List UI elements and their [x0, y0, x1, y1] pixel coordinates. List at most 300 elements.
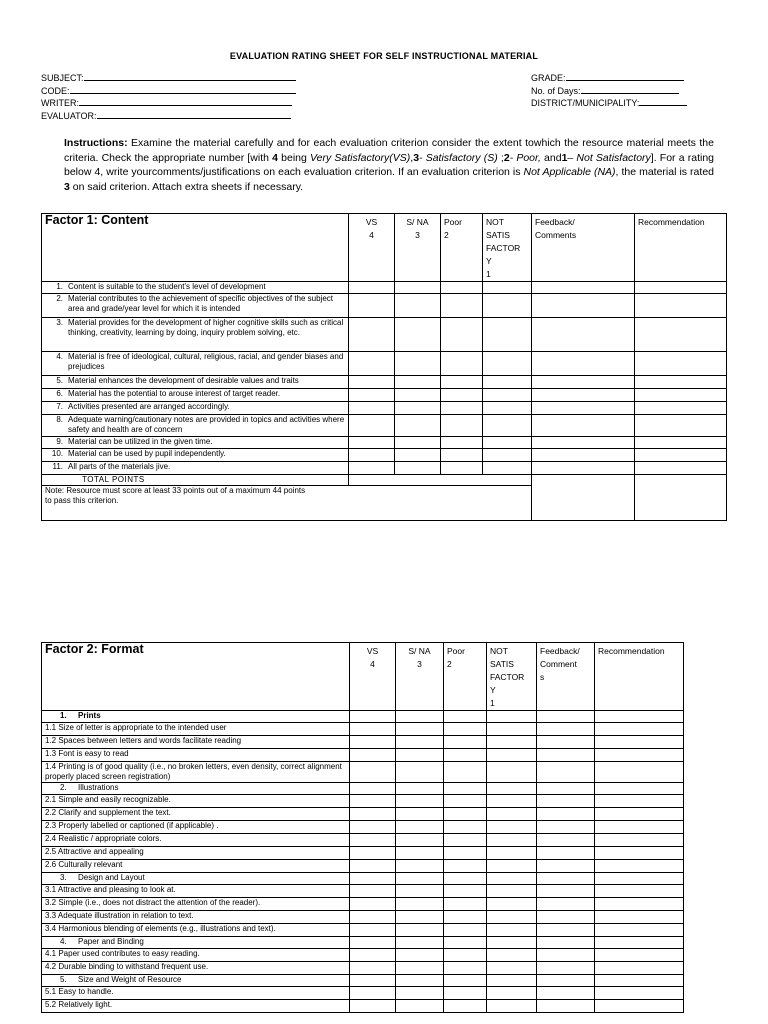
criterion-cell: [42, 376, 349, 389]
not-satisfactory-cell[interactable]: [487, 736, 537, 749]
section-row: [42, 937, 684, 949]
s-cell[interactable]: [396, 1000, 444, 1013]
recommendation-cell[interactable]: [595, 736, 684, 749]
criterion-cell: 2.3 Properly labelled or captioned (if applicable) .: [42, 821, 350, 834]
s-cell[interactable]: [395, 449, 441, 462]
recommendation-cell[interactable]: [635, 415, 727, 437]
poor-cell[interactable]: [444, 949, 487, 962]
criterion-number: 3.: [56, 318, 63, 327]
poor-cell[interactable]: [441, 437, 483, 449]
table-row: [42, 911, 684, 924]
vs-cell[interactable]: [349, 437, 395, 449]
not-satisfactory-cell[interactable]: [483, 352, 532, 376]
table-row: [42, 987, 684, 1000]
recommendation-cell[interactable]: [595, 987, 684, 1000]
poor-cell[interactable]: [444, 860, 487, 873]
s-cell[interactable]: [396, 749, 444, 762]
criterion-cell: [42, 389, 349, 402]
vs-cell[interactable]: [350, 885, 396, 898]
not-satisfactory-cell[interactable]: [487, 898, 537, 911]
not-satisfactory-cell[interactable]: [487, 834, 537, 847]
poor-cell[interactable]: [444, 834, 487, 847]
vs-cell[interactable]: [350, 736, 396, 749]
not-satisfactory-cell[interactable]: [487, 949, 537, 962]
s-cell[interactable]: [396, 834, 444, 847]
recommendation-cell[interactable]: [635, 294, 727, 318]
total-row: [42, 475, 727, 486]
not-satisfactory-cell[interactable]: [483, 389, 532, 402]
s-cell[interactable]: [395, 415, 441, 437]
vs-cell[interactable]: [349, 402, 395, 415]
not-satisfactory-cell[interactable]: [487, 885, 537, 898]
col-not-satisfactory-header: NOT SATIS FACTOR Y 1: [483, 214, 532, 282]
poor-cell[interactable]: [441, 318, 483, 352]
not-satisfactory-cell[interactable]: [483, 318, 532, 352]
recommendation-cell[interactable]: [595, 911, 684, 924]
poor-cell[interactable]: [441, 402, 483, 415]
section-heading: [42, 783, 350, 795]
not-satisfactory-cell[interactable]: [487, 808, 537, 821]
poor-cell[interactable]: [441, 352, 483, 376]
poor-cell[interactable]: [444, 783, 487, 795]
not-satisfactory-cell[interactable]: [483, 462, 532, 475]
vs-cell[interactable]: [350, 795, 396, 808]
criterion-text: Material can be utilized in the given time.: [68, 437, 213, 446]
table-row: [42, 847, 684, 860]
vs-cell[interactable]: [350, 834, 396, 847]
feedback-cell[interactable]: [537, 1000, 595, 1013]
feedback-cell[interactable]: [532, 437, 635, 449]
s-cell[interactable]: [396, 808, 444, 821]
vs-cell[interactable]: [349, 389, 395, 402]
vs-cell[interactable]: [350, 860, 396, 873]
recommendation-cell[interactable]: [595, 711, 684, 723]
s-cell[interactable]: [396, 860, 444, 873]
feedback-cell[interactable]: [532, 402, 635, 415]
poor-cell[interactable]: [441, 376, 483, 389]
vs-cell[interactable]: [349, 294, 395, 318]
section-number: 2.: [60, 783, 67, 792]
feedback-cell[interactable]: [537, 834, 595, 847]
table-row: [42, 376, 727, 389]
s-cell[interactable]: [395, 376, 441, 389]
vs-cell[interactable]: [350, 783, 396, 795]
not-satisfactory-cell[interactable]: [483, 437, 532, 449]
criterion-cell: [42, 402, 349, 415]
vs-cell[interactable]: [350, 711, 396, 723]
s-cell[interactable]: [396, 847, 444, 860]
poor-cell[interactable]: [444, 723, 487, 736]
s-cell[interactable]: [396, 937, 444, 949]
criterion-number: 10.: [51, 449, 63, 458]
recommendation-cell[interactable]: [595, 949, 684, 962]
col-s-header: S/ NA 3: [395, 214, 441, 282]
vs-cell[interactable]: [350, 873, 396, 885]
feedback-cell[interactable]: [532, 318, 635, 352]
recommendation-cell[interactable]: [635, 318, 727, 352]
factor1-title: Factor 1: Content: [42, 214, 349, 282]
feedback-cell[interactable]: [537, 860, 595, 873]
feedback-cell[interactable]: [537, 847, 595, 860]
section-title: Prints: [78, 711, 101, 720]
evaluator-field[interactable]: EVALUATOR:: [41, 110, 296, 123]
feedback-cell[interactable]: [532, 352, 635, 376]
feedback-cell[interactable]: [537, 924, 595, 937]
col-vs-header: VS 4: [350, 643, 396, 711]
feedback-cell[interactable]: [532, 475, 635, 521]
recommendation-cell[interactable]: [595, 783, 684, 795]
factor2-title: Factor 2: Format: [42, 643, 350, 711]
criterion-cell: 1.2 Spaces between letters and words facilitate reading: [42, 736, 350, 749]
vs-cell[interactable]: [349, 449, 395, 462]
s-cell[interactable]: [396, 987, 444, 1000]
criterion-number: 4.: [56, 352, 63, 361]
criterion-cell: 2.2 Clarify and supplement the text.: [42, 808, 350, 821]
criterion-cell: 3.2 Simple (i.e., does not distract the attention of the reader).: [42, 898, 350, 911]
vs-cell[interactable]: [350, 924, 396, 937]
not-satisfactory-cell[interactable]: [487, 749, 537, 762]
not-satisfactory-cell[interactable]: [487, 1000, 537, 1013]
code-field[interactable]: CODE:: [41, 85, 296, 98]
criterion-number: 8.: [56, 415, 63, 424]
poor-cell[interactable]: [444, 821, 487, 834]
vs-cell[interactable]: [350, 949, 396, 962]
table-row: [42, 924, 684, 937]
criterion-cell: 2.5 Attractive and appealing: [42, 847, 350, 860]
vs-cell[interactable]: [349, 282, 395, 294]
table-row: [42, 949, 684, 962]
district-field[interactable]: DISTRICT/MUNICIPALITY:: [531, 97, 687, 110]
s-cell[interactable]: [396, 949, 444, 962]
feedback-cell[interactable]: [532, 282, 635, 294]
feedback-cell[interactable]: [537, 795, 595, 808]
feedback-cell[interactable]: [537, 783, 595, 795]
poor-cell[interactable]: [444, 987, 487, 1000]
s-cell[interactable]: [395, 389, 441, 402]
s-cell[interactable]: [396, 975, 444, 987]
writer-field[interactable]: WRITER:: [41, 97, 296, 110]
not-satisfactory-cell[interactable]: [487, 783, 537, 795]
feedback-cell[interactable]: [537, 898, 595, 911]
poor-cell[interactable]: [444, 975, 487, 987]
recommendation-cell[interactable]: [595, 762, 684, 783]
criterion-cell: [42, 462, 349, 475]
criterion-number: 11.: [52, 462, 63, 471]
recommendation-cell[interactable]: [595, 924, 684, 937]
criterion-text: All parts of the materials jive.: [68, 462, 171, 471]
s-cell[interactable]: [396, 795, 444, 808]
poor-cell[interactable]: [444, 749, 487, 762]
criterion-cell: 2.1 Simple and easily recognizable.: [42, 795, 350, 808]
criterion-cell: 1.1 Size of letter is appropriate to the intended user: [42, 723, 350, 736]
recommendation-cell[interactable]: [595, 860, 684, 873]
feedback-cell[interactable]: [532, 389, 635, 402]
not-satisfactory-cell[interactable]: [487, 873, 537, 885]
s-cell[interactable]: [396, 873, 444, 885]
poor-cell[interactable]: [444, 898, 487, 911]
poor-cell[interactable]: [444, 736, 487, 749]
table-row: [42, 282, 727, 294]
feedback-cell[interactable]: [537, 808, 595, 821]
section-heading: [42, 711, 350, 723]
vs-cell[interactable]: [349, 376, 395, 389]
s-cell[interactable]: [396, 885, 444, 898]
feedback-cell[interactable]: [532, 449, 635, 462]
feedback-cell[interactable]: [537, 962, 595, 975]
recommendation-cell[interactable]: [595, 834, 684, 847]
criterion-cell: 5.2 Relatively light.: [42, 1000, 350, 1013]
col-s-header: S/ NA 3: [396, 643, 444, 711]
s-cell[interactable]: [396, 723, 444, 736]
poor-cell[interactable]: [444, 808, 487, 821]
not-satisfactory-cell[interactable]: [487, 911, 537, 924]
subject-field[interactable]: SUBJECT:: [41, 72, 296, 85]
total-points-cell[interactable]: [349, 475, 532, 486]
instructions: Instructions: Examine the material carefully and for each evaluation criterion consider the extent towhich the resource material meets the criteria. Check the appropriate number [with 4 being Very Satisfactory(VS),3- Satisfactory (S) ;2- Poor, and1– Not Satisfactory]. For a rating below 4, write yourcomments/justifications on each evaluation criterion. If an evaluation criterion is Not Applicable (NA), the material is rated 3 on said criterion. Attach extra sheets if necessary.: [64, 137, 715, 193]
recommendation-cell[interactable]: [595, 975, 684, 987]
not-satisfactory-cell[interactable]: [487, 962, 537, 975]
recommendation-cell[interactable]: [635, 282, 727, 294]
feedback-cell[interactable]: [537, 711, 595, 723]
col-feedback-header: Feedback/ Comments: [532, 214, 635, 282]
poor-cell[interactable]: [441, 294, 483, 318]
s-cell[interactable]: [395, 402, 441, 415]
not-satisfactory-cell[interactable]: [483, 294, 532, 318]
not-satisfactory-cell[interactable]: [487, 711, 537, 723]
recommendation-cell[interactable]: [595, 962, 684, 975]
feedback-cell[interactable]: [537, 821, 595, 834]
not-satisfactory-cell[interactable]: [487, 762, 537, 783]
page-title: EVALUATION RATING SHEET FOR SELF INSTRUCTIONAL MATERIAL: [229, 51, 539, 61]
criterion-number: 7.: [56, 402, 63, 411]
criterion-cell: [42, 294, 349, 318]
s-cell[interactable]: [396, 821, 444, 834]
poor-cell[interactable]: [444, 1000, 487, 1013]
criterion-text: Material has the potential to arouse interest of target reader.: [68, 389, 281, 398]
recommendation-cell[interactable]: [635, 449, 727, 462]
feedback-cell[interactable]: [537, 987, 595, 1000]
vs-cell[interactable]: [350, 962, 396, 975]
poor-cell[interactable]: [441, 415, 483, 437]
feedback-cell[interactable]: [532, 376, 635, 389]
s-cell[interactable]: [396, 898, 444, 911]
poor-cell[interactable]: [441, 282, 483, 294]
criterion-text: Material is free of ideological, cultural, religious, racial, and gender biases and prejudices: [68, 352, 344, 371]
feedback-cell[interactable]: [537, 949, 595, 962]
recommendation-cell[interactable]: [635, 402, 727, 415]
vs-cell[interactable]: [349, 318, 395, 352]
table-row: [42, 736, 684, 749]
vs-cell[interactable]: [349, 352, 395, 376]
feedback-cell[interactable]: [537, 873, 595, 885]
header-fields-left: [41, 72, 296, 122]
header-fields-right: [531, 72, 687, 110]
s-cell[interactable]: [396, 783, 444, 795]
vs-cell[interactable]: [350, 847, 396, 860]
pass-note: Note: Resource must score at least 33 points out of a maximum 44 points to pass this criterion.: [42, 486, 532, 521]
s-cell[interactable]: [395, 352, 441, 376]
poor-cell[interactable]: [444, 885, 487, 898]
criterion-cell: [42, 318, 349, 352]
vs-cell[interactable]: [350, 762, 396, 783]
criterion-text: Material enhances the development of desirable values and traits: [68, 376, 299, 385]
recommendation-cell[interactable]: [635, 352, 727, 376]
criterion-cell: 4.2 Durable binding to withstand frequent use.: [42, 962, 350, 975]
recommendation-cell[interactable]: [595, 749, 684, 762]
poor-cell[interactable]: [444, 711, 487, 723]
not-satisfactory-cell[interactable]: [487, 937, 537, 949]
criterion-text: Content is suitable to the student's level of development: [68, 282, 266, 291]
feedback-cell[interactable]: [537, 736, 595, 749]
section-number: 4.: [60, 937, 67, 946]
poor-cell[interactable]: [444, 911, 487, 924]
recommendation-cell[interactable]: [635, 475, 727, 521]
criterion-cell: [42, 449, 349, 462]
s-cell[interactable]: [396, 736, 444, 749]
s-cell[interactable]: [396, 911, 444, 924]
feedback-cell[interactable]: [537, 937, 595, 949]
feedback-cell[interactable]: [537, 911, 595, 924]
factor1-table: [41, 213, 727, 521]
not-satisfactory-cell[interactable]: [487, 723, 537, 736]
s-cell[interactable]: [395, 282, 441, 294]
recommendation-cell[interactable]: [635, 389, 727, 402]
not-satisfactory-cell[interactable]: [483, 282, 532, 294]
recommendation-cell[interactable]: [595, 873, 684, 885]
table-row: [42, 749, 684, 762]
vs-cell[interactable]: [350, 821, 396, 834]
table-row: [42, 449, 727, 462]
feedback-cell[interactable]: [532, 294, 635, 318]
col-recommendation-header: Recommendation: [635, 214, 727, 282]
poor-cell[interactable]: [444, 795, 487, 808]
recommendation-cell[interactable]: [595, 723, 684, 736]
criterion-number: 9.: [56, 437, 63, 446]
criterion-number: 6.: [56, 389, 63, 398]
criterion-cell: 2.6 Culturally relevant: [42, 860, 350, 873]
feedback-cell[interactable]: [537, 723, 595, 736]
table-row: [42, 1000, 684, 1013]
vs-cell[interactable]: [350, 937, 396, 949]
section-heading: [42, 937, 350, 949]
s-cell[interactable]: [396, 711, 444, 723]
days-field[interactable]: No. of Days:: [531, 85, 687, 98]
poor-cell[interactable]: [441, 449, 483, 462]
feedback-cell[interactable]: [537, 762, 595, 783]
poor-cell[interactable]: [441, 462, 483, 475]
section-row: [42, 975, 684, 987]
recommendation-cell[interactable]: [635, 376, 727, 389]
factor2-header-row: [42, 643, 684, 711]
s-cell[interactable]: [395, 294, 441, 318]
not-satisfactory-cell[interactable]: [487, 860, 537, 873]
feedback-cell[interactable]: [537, 749, 595, 762]
not-satisfactory-cell[interactable]: [487, 987, 537, 1000]
s-cell[interactable]: [396, 762, 444, 783]
col-feedback-header: Feedback/ Comment s: [537, 643, 595, 711]
recommendation-cell[interactable]: [635, 437, 727, 449]
vs-cell[interactable]: [350, 975, 396, 987]
section-row: [42, 711, 684, 723]
recommendation-cell[interactable]: [635, 462, 727, 475]
vs-cell[interactable]: [349, 462, 395, 475]
not-satisfactory-cell[interactable]: [483, 402, 532, 415]
poor-cell[interactable]: [444, 937, 487, 949]
criterion-cell: 5.1 Easy to handle.: [42, 987, 350, 1000]
section-row: [42, 873, 684, 885]
col-poor-header: Poor 2: [444, 643, 487, 711]
not-satisfactory-cell[interactable]: [487, 847, 537, 860]
feedback-cell[interactable]: [537, 885, 595, 898]
vs-cell[interactable]: [350, 808, 396, 821]
recommendation-cell[interactable]: [595, 821, 684, 834]
grade-field[interactable]: GRADE:: [531, 72, 687, 85]
section-number: 3.: [60, 873, 67, 882]
recommendation-cell[interactable]: [595, 885, 684, 898]
s-cell[interactable]: [395, 437, 441, 449]
vs-cell[interactable]: [349, 415, 395, 437]
criterion-cell: 4.1 Paper used contributes to easy reading.: [42, 949, 350, 962]
criterion-number: 2.: [56, 294, 63, 303]
table-row: [42, 415, 727, 437]
feedback-cell[interactable]: [532, 462, 635, 475]
not-satisfactory-cell[interactable]: [487, 924, 537, 937]
poor-cell[interactable]: [441, 389, 483, 402]
recommendation-cell[interactable]: [595, 808, 684, 821]
not-satisfactory-cell[interactable]: [487, 975, 537, 987]
table-row: [42, 462, 727, 475]
not-satisfactory-cell[interactable]: [487, 821, 537, 834]
recommendation-cell[interactable]: [595, 795, 684, 808]
section-row: [42, 783, 684, 795]
recommendation-cell[interactable]: [595, 847, 684, 860]
criterion-cell: 1.3 Font is easy to read: [42, 749, 350, 762]
s-cell[interactable]: [395, 462, 441, 475]
vs-cell[interactable]: [350, 749, 396, 762]
feedback-cell[interactable]: [532, 415, 635, 437]
poor-cell[interactable]: [444, 847, 487, 860]
feedback-cell[interactable]: [537, 975, 595, 987]
total-points-label: TOTAL POINTS: [42, 475, 349, 486]
recommendation-cell[interactable]: [595, 1000, 684, 1013]
poor-cell[interactable]: [444, 762, 487, 783]
poor-cell[interactable]: [444, 924, 487, 937]
vs-cell[interactable]: [350, 1000, 396, 1013]
section-title: Paper and Binding: [78, 937, 144, 946]
not-satisfactory-cell[interactable]: [483, 415, 532, 437]
criterion-text: Material can be used by pupil independently.: [68, 449, 226, 458]
table-row: [42, 834, 684, 847]
vs-cell[interactable]: [350, 723, 396, 736]
vs-cell[interactable]: [350, 898, 396, 911]
s-cell[interactable]: [396, 962, 444, 975]
table-row: [42, 437, 727, 449]
s-cell[interactable]: [395, 318, 441, 352]
vs-cell[interactable]: [350, 911, 396, 924]
not-satisfactory-cell[interactable]: [483, 449, 532, 462]
table-row: [42, 885, 684, 898]
s-cell[interactable]: [396, 924, 444, 937]
recommendation-cell[interactable]: [595, 898, 684, 911]
not-satisfactory-cell[interactable]: [483, 376, 532, 389]
not-satisfactory-cell[interactable]: [487, 795, 537, 808]
poor-cell[interactable]: [444, 962, 487, 975]
section-number: 1.: [60, 711, 67, 720]
vs-cell[interactable]: [350, 987, 396, 1000]
poor-cell[interactable]: [444, 873, 487, 885]
recommendation-cell[interactable]: [595, 937, 684, 949]
section-heading: [42, 873, 350, 885]
